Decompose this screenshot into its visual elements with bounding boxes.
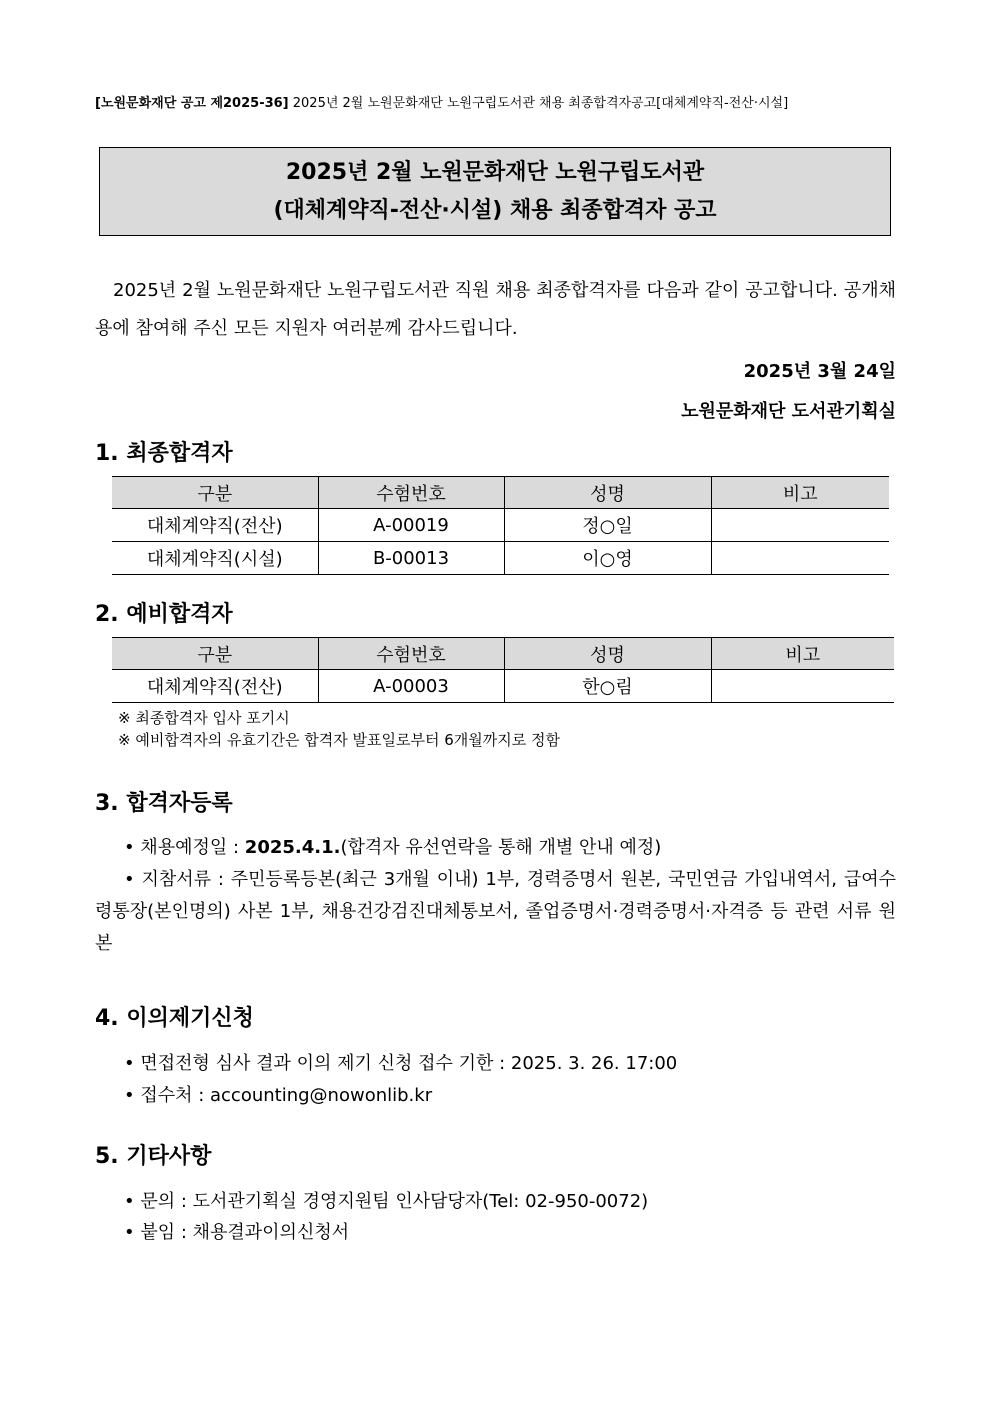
title-box [99, 147, 891, 236]
cell-exam-number: A-00019 [318, 509, 504, 542]
start-date-note: (합격자 유선연락을 통해 개별 안내 예정) [340, 837, 662, 858]
objection-contact-item: • 접수처 : accounting@nowonlib.kr [124, 1085, 433, 1106]
header-exam-number: 수험번호 [318, 477, 504, 509]
section5-title: 5. 기타사항 [95, 1144, 212, 1169]
reserve-passers-table [112, 637, 894, 703]
table-header-row [112, 477, 889, 509]
documents-item: • 지참서류 : 주민등록등본(최근 3개월 이내) 1부, 경력증명서 원본, 국민연금 가입내역서, 급여수령통장(본인명의) 사본 1부, 채용건강검진대체통보서, 졸업증명서·경력증명서·자격증 등 관련 서류 원본 [95, 869, 896, 954]
title-line-1: 2025년 2월 노원문화재단 노원구립도서관 [285, 159, 705, 185]
final-passers-table [112, 476, 889, 575]
objection-deadline-item: • 면접전형 심사 결과 이의 제기 신청 접수 기한 : 2025. 3. 26. 17:00 [124, 1053, 678, 1074]
start-date-item [124, 833, 661, 859]
cell-remarks [711, 509, 889, 542]
table-row [112, 509, 889, 542]
section2-title: 2. 예비합격자 [95, 602, 233, 627]
cell-name: 한○림 [504, 670, 711, 703]
start-date-value: 2025.4.1. [244, 837, 341, 858]
note-item: ※ 예비합격자의 유효기간은 합격자 발표일로부터 6개월까지로 정함 [118, 731, 560, 749]
cell-category: 대체계약직(전산) [112, 670, 318, 703]
header-category: 구분 [112, 638, 318, 670]
cell-name: 이○영 [504, 542, 711, 575]
inquiry-item: • 문의 : 도서관기획실 경영지원팀 인사담당자(Tel: 02-950-0072) [124, 1191, 649, 1212]
intro-paragraph: 2025년 2월 노원문화재단 노원구립도서관 직원 채용 최종합격자를 다음과 같이 공고합니다. 공개채용에 참여해 주신 모든 지원자 여러분께 감사드립니다. [95, 280, 896, 339]
announcement-date: 2025년 3월 24일 [743, 361, 896, 382]
cell-category: 대체계약직(전산) [112, 509, 318, 542]
note-item: ※ 최종합격자 입사 포기시 [118, 709, 290, 727]
section1-title: 1. 최종합격자 [95, 441, 233, 466]
cell-exam-number: B-00013 [318, 542, 504, 575]
start-date-label: • 채용예정일 : [124, 837, 245, 858]
table-row [112, 670, 894, 703]
cell-name: 정○일 [504, 509, 711, 542]
cell-remarks [711, 670, 894, 703]
attachment-item: • 붙임 : 채용결과이의신청서 [124, 1222, 350, 1243]
organization-name: 노원문화재단 도서관기획실 [681, 401, 896, 422]
title-line-2: (대체계약직-전산·시설) 채용 최종합격자 공고 [273, 197, 717, 223]
header-exam-number: 수험번호 [318, 638, 504, 670]
cell-category: 대체계약직(시설) [112, 542, 318, 575]
header-name: 성명 [504, 638, 711, 670]
table-header-row [112, 638, 894, 670]
header-remarks: 비고 [711, 477, 889, 509]
header-remarks: 비고 [711, 638, 894, 670]
notice-number: [노원문화재단 공고 제2025-36] [95, 96, 289, 111]
header-category: 구분 [112, 477, 318, 509]
cell-remarks [711, 542, 889, 575]
notice-header-title: 2025년 2월 노원문화재단 노원구립도서관 채용 최종합격자공고[대체계약직-전산·시설] [292, 96, 789, 111]
header-name: 성명 [504, 477, 711, 509]
notice-header [95, 92, 895, 111]
cell-exam-number: A-00003 [318, 670, 504, 703]
section3-title: 3. 합격자등록 [95, 791, 233, 816]
table-row [112, 542, 889, 575]
section4-title: 4. 이의제기신청 [95, 1006, 254, 1031]
